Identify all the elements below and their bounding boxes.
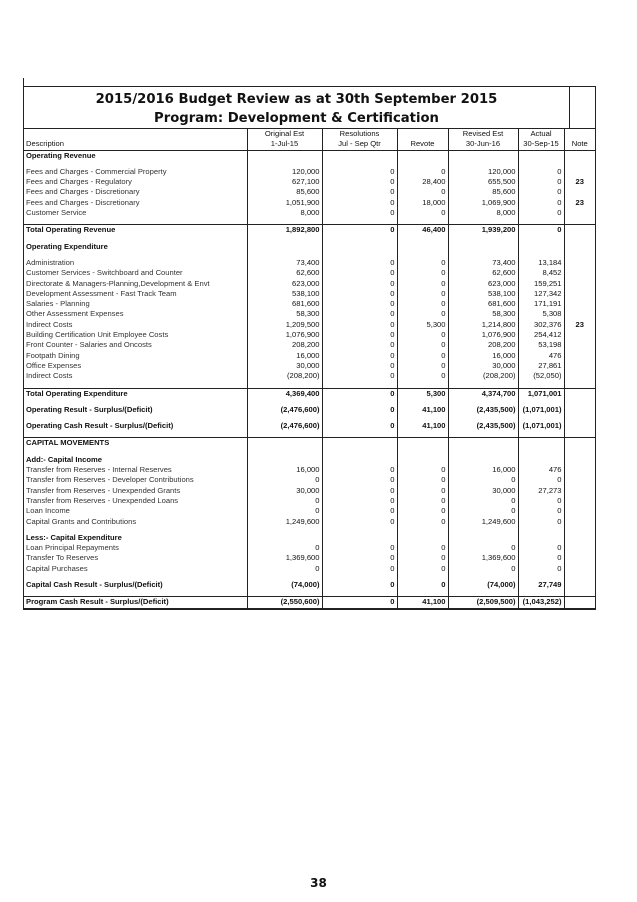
header-original-date: 1-Jul-15 <box>247 139 322 150</box>
cell-act: 171,191 <box>518 299 564 309</box>
section-heading-row <box>24 242 595 252</box>
table-row <box>24 279 595 289</box>
cell-res: 0 <box>322 517 397 527</box>
cell-res: 0 <box>322 351 397 361</box>
cell-note <box>564 371 595 381</box>
cell-rev: 0 <box>448 506 518 516</box>
cell-orig: 58,300 <box>247 309 322 319</box>
row-label: Operating Expenditure <box>24 242 247 252</box>
cell-orig: 0 <box>247 543 322 553</box>
cell-revote: 0 <box>397 330 448 340</box>
header-revised-date: 30-Jun-16 <box>448 139 518 150</box>
header-resolutions: Resolutions <box>322 129 397 140</box>
cell-rev: 0 <box>448 564 518 574</box>
cell-rev: 30,000 <box>448 486 518 496</box>
cell-note <box>564 361 595 371</box>
cell-orig: (2,476,600) <box>247 421 322 431</box>
cell-rev: 1,069,900 <box>448 198 518 208</box>
row-label: Office Expenses <box>24 361 247 371</box>
row-label: Transfer To Reserves <box>24 553 247 563</box>
cell-res: 0 <box>322 340 397 350</box>
table-row <box>24 340 595 350</box>
cell-act: (1,071,001) <box>518 421 564 431</box>
cell-res: 0 <box>322 289 397 299</box>
cell-orig: 1,051,900 <box>247 198 322 208</box>
header-revised: Revised Est <box>448 129 518 140</box>
total-row <box>24 597 595 608</box>
cell-orig: 1,249,600 <box>247 517 322 527</box>
cell-note <box>564 340 595 350</box>
cell-rev: (2,509,500) <box>448 597 518 608</box>
cell-res: 0 <box>322 279 397 289</box>
cell-act: (1,071,001) <box>518 405 564 415</box>
cell-note <box>564 421 595 431</box>
cell-orig: 1,209,500 <box>247 320 322 330</box>
row-label: Fees and Charges - Commercial Property <box>24 167 247 177</box>
cell-note <box>564 167 595 177</box>
cell-orig: 62,600 <box>247 268 322 278</box>
table-row <box>24 177 595 187</box>
header-description: Description <box>24 139 247 150</box>
cell-note: 23 <box>575 197 584 207</box>
row-label: Capital Cash Result - Surplus/(Deficit) <box>24 580 247 590</box>
cell-rev: (74,000) <box>448 580 518 590</box>
header-note: Note <box>564 139 595 150</box>
cell-res: 0 <box>322 177 397 187</box>
cell-act: 0 <box>518 496 564 506</box>
cell-act: 0 <box>518 198 564 208</box>
cell-act: 5,308 <box>518 309 564 319</box>
cell-res: 0 <box>322 486 397 496</box>
cell-revote: 41,100 <box>397 421 448 431</box>
cell-revote: 0 <box>397 475 448 485</box>
cell-orig: (74,000) <box>247 580 322 590</box>
row-label: Fees and Charges - Discretionary <box>24 187 247 197</box>
header-actual-date: 30-Sep-15 <box>518 139 564 150</box>
cell-note <box>564 187 595 197</box>
cell-orig: 623,000 <box>247 279 322 289</box>
table-body <box>24 150 595 608</box>
header-resolutions-period: Jul - Sep Qtr <box>322 139 397 150</box>
cell-note <box>564 289 595 299</box>
section-heading-row <box>24 455 595 465</box>
cell-revote: 5,300 <box>397 320 448 330</box>
row-label: Less:- Capital Expenditure <box>24 533 247 543</box>
table-row <box>24 320 595 330</box>
cell-orig: 1,076,900 <box>247 330 322 340</box>
cell-act: 27,273 <box>518 486 564 496</box>
row-label: Operating Result - Surplus/(Deficit) <box>24 405 247 415</box>
table-row <box>24 351 595 361</box>
cell-note <box>564 279 595 289</box>
cell-res: 0 <box>322 187 397 197</box>
cell-note <box>564 225 595 236</box>
cell-res: 0 <box>322 299 397 309</box>
table-row <box>24 198 595 208</box>
cell-orig: 1,369,600 <box>247 553 322 563</box>
cell-rev: 73,400 <box>448 258 518 268</box>
row-label: Operating Revenue <box>24 150 247 161</box>
row-label: Capital Grants and Contributions <box>24 517 247 527</box>
cell-note <box>564 553 595 563</box>
table-row <box>24 258 595 268</box>
cell-revote: 0 <box>397 187 448 197</box>
cell-act: 0 <box>518 506 564 516</box>
cell-orig: 538,100 <box>247 289 322 299</box>
header-original: Original Est <box>247 129 322 140</box>
cell-orig: 73,400 <box>247 258 322 268</box>
cell-act: 0 <box>518 517 564 527</box>
cell-note: 23 <box>575 319 584 329</box>
cell-res: 0 <box>322 580 397 590</box>
cell-act: 8,452 <box>518 268 564 278</box>
row-label: Loan Income <box>24 506 247 516</box>
cell-res: 0 <box>322 553 397 563</box>
cell-rev: 208,200 <box>448 340 518 350</box>
total-row <box>24 421 595 431</box>
cell-orig: (2,476,600) <box>247 405 322 415</box>
row-label: Add:- Capital Income <box>24 455 247 465</box>
program-title: Program: Development & Certification <box>24 109 570 128</box>
cell-orig: 0 <box>247 506 322 516</box>
cell-act: 27,749 <box>518 580 564 590</box>
cell-act: 0 <box>518 177 564 187</box>
cell-rev: 0 <box>448 496 518 506</box>
row-label: Operating Cash Result - Surplus/(Deficit) <box>24 421 247 431</box>
table-row <box>24 330 595 340</box>
cell-note <box>564 506 595 516</box>
cell-orig: 627,100 <box>247 177 322 187</box>
cell-revote: 41,100 <box>397 597 448 608</box>
row-label: Transfer from Reserves - Internal Reserves <box>24 465 247 475</box>
cell-rev: 0 <box>448 475 518 485</box>
cell-rev: 58,300 <box>448 309 518 319</box>
table-row <box>24 361 595 371</box>
cell-rev: 85,600 <box>448 187 518 197</box>
table-row <box>24 564 595 574</box>
cell-res: 0 <box>322 465 397 475</box>
row-label: Total Operating Revenue <box>24 225 247 236</box>
cell-act: 13,184 <box>518 258 564 268</box>
cell-revote: 28,400 <box>397 177 448 187</box>
row-label: Building Certification Unit Employee Costs <box>24 330 247 340</box>
row-label: CAPITAL MOVEMENTS <box>24 438 247 449</box>
cell-revote: 0 <box>397 351 448 361</box>
cell-revote: 0 <box>397 208 448 218</box>
row-label: Customer Service <box>24 208 247 218</box>
cell-revote: 0 <box>397 309 448 319</box>
row-label: Customer Services - Switchboard and Counter <box>24 268 247 278</box>
cell-note <box>564 258 595 268</box>
cell-orig: 30,000 <box>247 361 322 371</box>
row-label: Loan Principal Repayments <box>24 543 247 553</box>
total-row <box>24 388 595 399</box>
cell-orig: 208,200 <box>247 340 322 350</box>
cell-note <box>564 496 595 506</box>
section-heading-row <box>24 533 595 543</box>
cell-rev: 0 <box>448 543 518 553</box>
cell-revote: 0 <box>397 167 448 177</box>
cell-rev: 1,939,200 <box>448 225 518 236</box>
row-label: Footpath Dining <box>24 351 247 361</box>
cell-revote: 18,000 <box>397 198 448 208</box>
cell-res: 0 <box>322 167 397 177</box>
cell-rev: 4,374,700 <box>448 388 518 399</box>
cell-revote: 46,400 <box>397 225 448 236</box>
row-label: Program Cash Result - Surplus/(Deficit) <box>24 597 247 608</box>
cell-note <box>564 405 595 415</box>
row-label: Salaries - Planning <box>24 299 247 309</box>
header-row-1 <box>24 129 595 140</box>
cell-act: 0 <box>518 167 564 177</box>
cell-act: 302,376 <box>518 320 564 330</box>
cell-revote: 0 <box>397 361 448 371</box>
row-label: Development Assessment - Fast Track Team <box>24 289 247 299</box>
page-number: 38 <box>310 876 327 890</box>
cell-note <box>564 208 595 218</box>
cell-res: 0 <box>322 225 397 236</box>
table-row <box>24 496 595 506</box>
cell-orig: 16,000 <box>247 351 322 361</box>
cell-res: 0 <box>322 309 397 319</box>
cell-rev: 623,000 <box>448 279 518 289</box>
table-row <box>24 167 595 177</box>
cell-res: 0 <box>322 320 397 330</box>
cell-res: 0 <box>322 268 397 278</box>
cell-res: 0 <box>322 388 397 399</box>
table-row <box>24 543 595 553</box>
cell-rev: 16,000 <box>448 465 518 475</box>
cell-orig: 8,000 <box>247 208 322 218</box>
cell-act: 27,861 <box>518 361 564 371</box>
table-row <box>24 517 595 527</box>
cell-act: 476 <box>518 465 564 475</box>
cell-res: 0 <box>322 198 397 208</box>
cell-revote: 0 <box>397 580 448 590</box>
cell-note <box>564 299 595 309</box>
cell-act: 0 <box>518 187 564 197</box>
budget-table <box>24 128 595 609</box>
cell-res: 0 <box>322 597 397 608</box>
cell-act: 0 <box>518 553 564 563</box>
cell-rev: 30,000 <box>448 361 518 371</box>
cell-orig: 120,000 <box>247 167 322 177</box>
cell-note <box>564 580 595 590</box>
cell-rev: 1,214,800 <box>448 320 518 330</box>
cell-revote: 0 <box>397 506 448 516</box>
cell-note: 23 <box>575 177 584 187</box>
row-label: Total Operating Expenditure <box>24 388 247 399</box>
cell-revote: 0 <box>397 553 448 563</box>
cell-note <box>564 517 595 527</box>
table-row <box>24 289 595 299</box>
cell-revote: 0 <box>397 258 448 268</box>
cell-revote: 0 <box>397 371 448 381</box>
row-label: Indirect Costs <box>24 320 247 330</box>
cell-rev: 120,000 <box>448 167 518 177</box>
row-label: Front Counter - Salaries and Oncosts <box>24 340 247 350</box>
cell-revote: 0 <box>397 465 448 475</box>
cell-rev: (208,200) <box>448 371 518 381</box>
cell-note <box>564 564 595 574</box>
cell-revote: 41,100 <box>397 405 448 415</box>
row-label: Indirect Costs <box>24 371 247 381</box>
row-label: Transfer from Reserves - Unexpended Loans <box>24 496 247 506</box>
cell-rev: 1,369,600 <box>448 553 518 563</box>
cell-res: 0 <box>322 421 397 431</box>
cell-res: 0 <box>322 208 397 218</box>
table-row <box>24 465 595 475</box>
cell-act: 127,342 <box>518 289 564 299</box>
table-row <box>24 309 595 319</box>
cell-revote: 0 <box>397 299 448 309</box>
cell-revote: 0 <box>397 268 448 278</box>
cell-rev: (2,435,500) <box>448 421 518 431</box>
cell-act: 159,251 <box>518 279 564 289</box>
cell-res: 0 <box>322 506 397 516</box>
cell-revote: 0 <box>397 486 448 496</box>
cell-orig: (2,550,600) <box>247 597 322 608</box>
row-label: Fees and Charges - Discretionary <box>24 198 247 208</box>
budget-sheet <box>23 86 596 610</box>
cell-rev: 681,600 <box>448 299 518 309</box>
table-row <box>24 553 595 563</box>
total-row <box>24 225 595 236</box>
cell-orig: (208,200) <box>247 371 322 381</box>
cell-rev: 1,076,900 <box>448 330 518 340</box>
table-row <box>24 299 595 309</box>
cell-rev: 1,249,600 <box>448 517 518 527</box>
cell-act: 0 <box>518 564 564 574</box>
cell-act: 0 <box>518 475 564 485</box>
cell-res: 0 <box>322 564 397 574</box>
cell-revote: 0 <box>397 340 448 350</box>
cell-revote: 0 <box>397 496 448 506</box>
cell-act: 0 <box>518 225 564 236</box>
cell-act: 0 <box>518 543 564 553</box>
cell-revote: 5,300 <box>397 388 448 399</box>
report-title: 2015/2016 Budget Review as at 30th September 2015 <box>24 87 570 109</box>
cell-res: 0 <box>322 371 397 381</box>
cell-rev: 538,100 <box>448 289 518 299</box>
cell-revote: 0 <box>397 289 448 299</box>
cell-rev: (2,435,500) <box>448 405 518 415</box>
cell-res: 0 <box>322 405 397 415</box>
cell-res: 0 <box>322 361 397 371</box>
cell-revote: 0 <box>397 564 448 574</box>
cell-orig: 1,892,800 <box>247 225 322 236</box>
row-label: Administration <box>24 258 247 268</box>
cell-orig: 0 <box>247 496 322 506</box>
cell-note <box>564 388 595 399</box>
row-label: Fees and Charges - Regulatory <box>24 177 247 187</box>
cell-res: 0 <box>322 258 397 268</box>
section-heading-row <box>24 150 595 161</box>
cell-note <box>564 465 595 475</box>
table-row <box>24 208 595 218</box>
table-row <box>24 268 595 278</box>
cell-note <box>564 475 595 485</box>
cell-res: 0 <box>322 330 397 340</box>
cell-act: (1,043,252) <box>518 597 564 608</box>
cell-res: 0 <box>322 496 397 506</box>
table-row <box>24 506 595 516</box>
row-label: Transfer from Reserves - Developer Contributions <box>24 475 247 485</box>
header-row-2 <box>24 139 595 150</box>
cell-note <box>564 597 595 608</box>
cell-orig: 681,600 <box>247 299 322 309</box>
cell-revote: 0 <box>397 279 448 289</box>
cell-rev: 16,000 <box>448 351 518 361</box>
total-row <box>24 405 595 415</box>
cell-rev: 655,500 <box>448 177 518 187</box>
cell-act: (52,050) <box>518 371 564 381</box>
cell-res: 0 <box>322 543 397 553</box>
cell-note <box>564 543 595 553</box>
table-row <box>24 187 595 197</box>
cell-orig: 4,369,400 <box>247 388 322 399</box>
cell-orig: 16,000 <box>247 465 322 475</box>
cell-note <box>564 309 595 319</box>
row-label: Transfer from Reserves - Unexpended Grants <box>24 486 247 496</box>
cell-note <box>564 351 595 361</box>
cell-orig: 0 <box>247 564 322 574</box>
cell-res: 0 <box>322 475 397 485</box>
cell-act: 0 <box>518 208 564 218</box>
cell-act: 476 <box>518 351 564 361</box>
cell-note <box>564 330 595 340</box>
row-label: Other Assessment Expenses <box>24 309 247 319</box>
cell-rev: 8,000 <box>448 208 518 218</box>
table-row <box>24 486 595 496</box>
cell-revote: 0 <box>397 517 448 527</box>
cell-orig: 30,000 <box>247 486 322 496</box>
cell-rev: 62,600 <box>448 268 518 278</box>
cell-act: 1,071,001 <box>518 388 564 399</box>
cell-act: 53,198 <box>518 340 564 350</box>
cell-revote: 0 <box>397 543 448 553</box>
table-row <box>24 475 595 485</box>
total-row <box>24 580 595 590</box>
table-row <box>24 371 595 381</box>
row-label: Directorate & Managers-Planning,Development & Envt <box>24 279 247 289</box>
section-heading-row <box>24 438 595 449</box>
header-revote: Revote <box>397 139 448 150</box>
row-label: Capital Purchases <box>24 564 247 574</box>
cell-orig: 85,600 <box>247 187 322 197</box>
cell-orig: 0 <box>247 475 322 485</box>
cell-note <box>564 486 595 496</box>
cell-note <box>564 268 595 278</box>
cell-act: 254,412 <box>518 330 564 340</box>
header-actual: Actual <box>518 129 564 140</box>
